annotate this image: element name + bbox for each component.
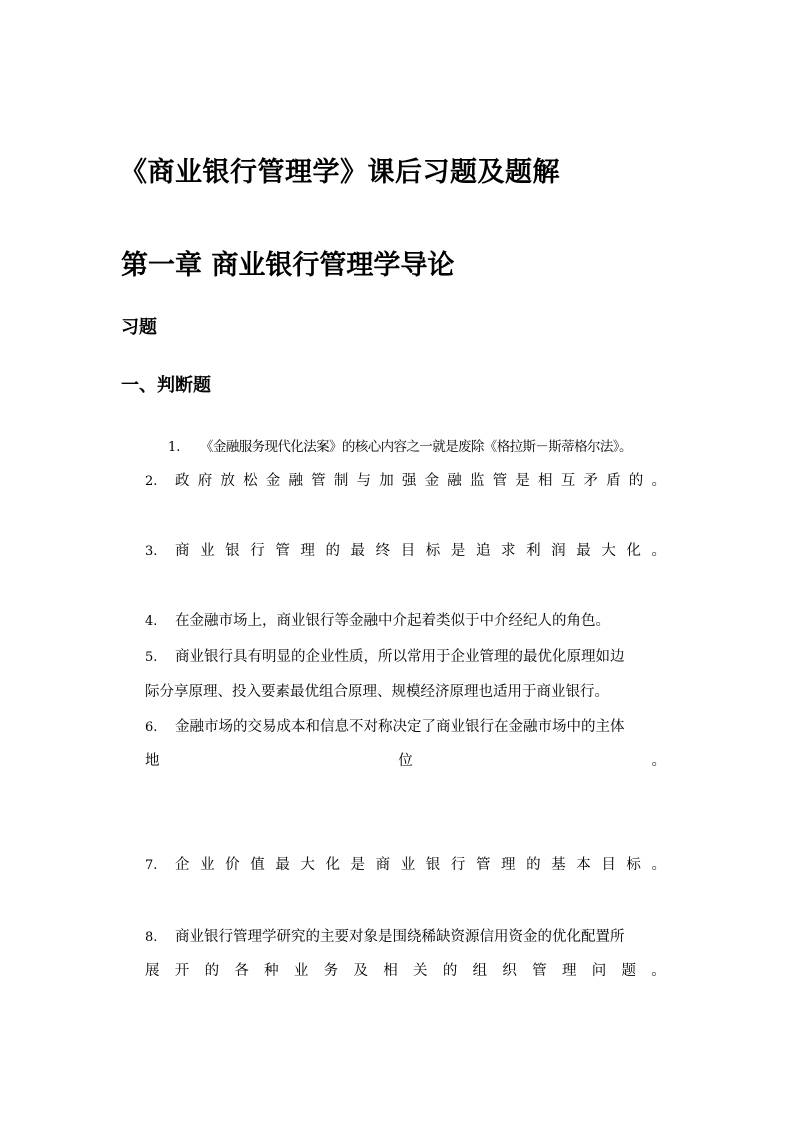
text-char: 金 xyxy=(424,473,440,489)
text-char: 及 xyxy=(353,963,368,979)
text-char: 问 xyxy=(591,963,607,979)
text-char: 是 xyxy=(450,543,466,559)
text-char: 的 xyxy=(628,473,644,489)
question-number: 7. xyxy=(145,858,158,873)
text-char: 标 xyxy=(425,543,441,559)
text-char: 相 xyxy=(538,473,553,489)
question-text-line-2b: 位 xyxy=(398,753,413,769)
question-5-continuation xyxy=(145,680,609,701)
text-char: 融 xyxy=(288,473,303,489)
text-char: 各 xyxy=(234,963,249,979)
text-char: 求 xyxy=(501,543,516,559)
text-char: 关 xyxy=(413,963,428,979)
text-char: 管 xyxy=(275,543,290,559)
text-char: 组 xyxy=(472,963,488,979)
text-char: 矛 xyxy=(583,473,598,489)
text-char: 化 xyxy=(325,857,340,873)
text-char: 业 xyxy=(200,857,215,873)
question-text-line-1: 金融市场的交易成本和信息不对称决定了商业银行在金融市场中的主体 xyxy=(175,719,625,735)
question-number: 8. xyxy=(145,930,158,945)
question-2 xyxy=(145,469,666,490)
question-number: 4. xyxy=(145,614,158,629)
text-char: 理 xyxy=(501,857,516,873)
text-char: 行 xyxy=(250,543,265,559)
question-text xyxy=(175,539,666,560)
text-char: 。 xyxy=(651,543,666,559)
text-char: 大 xyxy=(300,857,315,873)
text-char: 银 xyxy=(425,857,441,873)
text-char: 。 xyxy=(651,857,666,873)
document-title: 《商业银行管理学》课后习题及题解 xyxy=(120,157,560,188)
text-char: 最 xyxy=(576,543,591,559)
question-text-line-2: 际分享原理、投入要素最优组合原理、规模经济原理也适用于商业银行。 xyxy=(145,684,609,700)
question-number: 1. xyxy=(168,440,181,455)
text-char: 是 xyxy=(515,473,530,489)
question-6-continuation xyxy=(145,749,666,770)
text-char: 利 xyxy=(526,543,541,559)
text-char: 润 xyxy=(551,543,566,559)
chapter-title: 第一章 商业银行管理学导论 xyxy=(121,250,455,281)
question-number: 3. xyxy=(145,544,158,559)
question-5 xyxy=(145,645,625,666)
question-text-line-1: 商业银行具有明显的企业性质，所以常用于企业管理的最优化原理如边 xyxy=(175,649,625,665)
text-char: 业 xyxy=(400,857,416,873)
text-char: 商 xyxy=(375,857,391,873)
text-char: 最 xyxy=(275,857,290,873)
text-char: 与 xyxy=(356,473,371,489)
text-char: 化 xyxy=(626,543,641,559)
question-text xyxy=(175,853,666,874)
question-text xyxy=(175,469,666,490)
text-char: 本 xyxy=(576,857,591,873)
text-char: 加 xyxy=(379,473,394,489)
text-char: 盾 xyxy=(606,473,621,489)
text-char: 业 xyxy=(293,963,309,979)
text-char: 的 xyxy=(526,857,541,873)
question-4 xyxy=(145,609,610,630)
question-number: 5. xyxy=(145,650,158,665)
question-text-line-1: 商业银行管理学研究的主要对象是围绕稀缺资源信用资金的优化配置所 xyxy=(175,929,625,945)
text-char: 强 xyxy=(401,473,417,489)
question-8 xyxy=(145,925,625,946)
text-char: 银 xyxy=(225,543,240,559)
text-char: 相 xyxy=(383,963,398,979)
question-text: 在金融市场上，商业银行等金融中介起着类似于中介经纪人的角色。 xyxy=(175,613,610,629)
text-char: 最 xyxy=(350,543,366,559)
text-char: 互 xyxy=(560,473,576,489)
text-char: 终 xyxy=(375,543,391,559)
text-char: 松 xyxy=(243,473,258,489)
text-char: 开 xyxy=(174,963,190,979)
text-char: 务 xyxy=(323,963,339,979)
text-char: 基 xyxy=(551,857,566,873)
text-char: 标 xyxy=(626,857,641,873)
text-char: 目 xyxy=(400,543,416,559)
text-char: 管 xyxy=(492,473,508,489)
question-7 xyxy=(145,853,666,874)
text-char: 大 xyxy=(601,543,616,559)
text-char: 融 xyxy=(447,473,462,489)
text-char: 。 xyxy=(651,473,666,489)
text-char: 追 xyxy=(475,543,491,559)
text-char: 管 xyxy=(532,963,547,979)
question-6 xyxy=(145,715,625,736)
question-text-line-2c: 。 xyxy=(651,753,666,769)
question-8-continuation xyxy=(145,959,666,980)
question-text-line-2a: 地 xyxy=(145,753,160,769)
text-char: 企 xyxy=(175,857,190,873)
text-char: 织 xyxy=(502,963,517,979)
text-char: 目 xyxy=(601,857,616,873)
text-char: 放 xyxy=(220,473,235,489)
subsection-title: 一、判断题 xyxy=(121,375,211,396)
section-title: 习题 xyxy=(121,317,157,338)
text-char: 值 xyxy=(250,857,265,873)
text-char: 商 xyxy=(175,543,190,559)
question-1 xyxy=(168,435,632,455)
text-char: 金 xyxy=(265,473,281,489)
text-char: 理 xyxy=(300,543,315,559)
text-char: 管 xyxy=(311,473,326,489)
text-char: 监 xyxy=(469,473,485,489)
question-number: 6. xyxy=(145,720,158,735)
question-text-line-2 xyxy=(145,959,666,980)
text-char: 制 xyxy=(333,473,349,489)
text-char: 行 xyxy=(450,857,466,873)
text-char: 种 xyxy=(264,963,279,979)
text-char: 的 xyxy=(442,963,458,979)
text-char: 管 xyxy=(475,857,491,873)
text-char: 。 xyxy=(651,963,666,979)
text-char: 业 xyxy=(200,543,215,559)
text-char: 题 xyxy=(621,963,636,979)
question-number: 2. xyxy=(145,474,158,489)
text-char: 价 xyxy=(225,857,240,873)
question-text: 《金融服务现代化法案》的核心内容之一就是废除《格拉斯－斯蒂格尔法》。 xyxy=(200,439,632,455)
text-char: 展 xyxy=(145,963,160,979)
text-char: 的 xyxy=(325,543,340,559)
text-char: 府 xyxy=(197,473,213,489)
text-char: 是 xyxy=(350,857,366,873)
text-char: 理 xyxy=(561,963,577,979)
text-char: 的 xyxy=(204,963,220,979)
text-char: 政 xyxy=(175,473,190,489)
question-3 xyxy=(145,539,666,560)
